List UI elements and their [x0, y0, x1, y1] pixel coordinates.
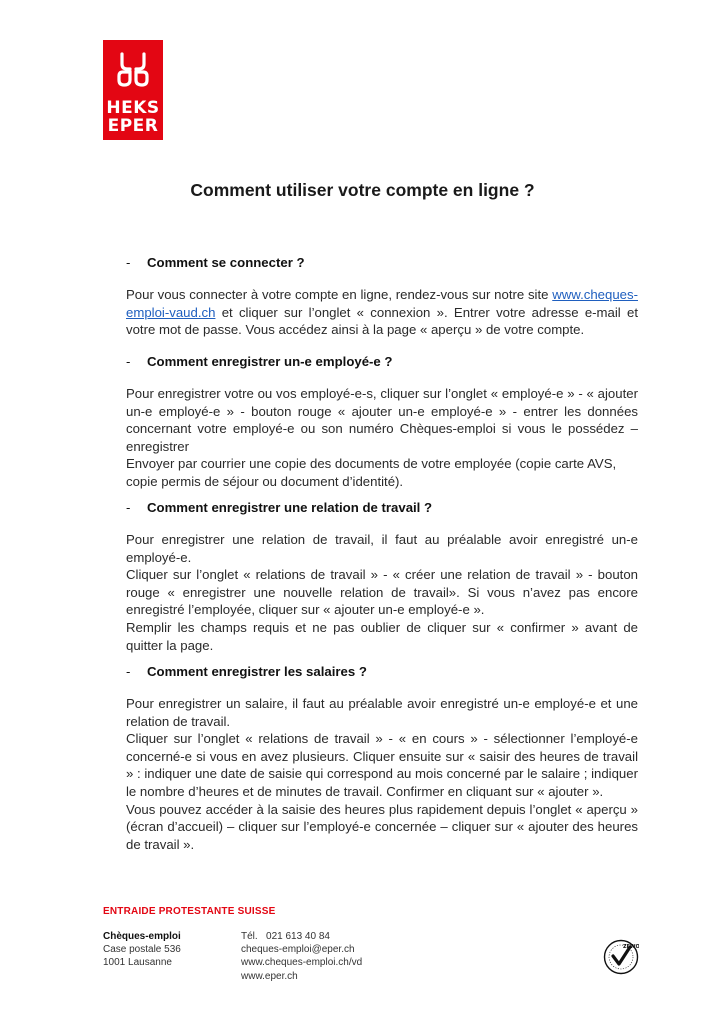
heks-eper-emblem-icon — [103, 40, 163, 100]
section-body — [126, 286, 638, 339]
section-heading — [126, 499, 638, 516]
footer-name: Chèques-emploi — [103, 931, 181, 942]
section-heading — [126, 353, 638, 370]
heading-text: Comment enregistrer les salaires ? — [147, 664, 367, 679]
paragraph: Envoyer par courrier une copie des documents de votre employée (copie carte AVS, copie permis de séjour ou document d’identité). — [126, 456, 617, 489]
website-link[interactable]: www.cheques-emploi-vaud.ch — [126, 287, 638, 320]
heks-eper-logo — [103, 40, 163, 140]
paragraph: Pour enregistrer votre ou vos employé-e-s, cliquer sur l’onglet « employé-e » - « ajouter un-e employé-e » - bouton rouge « ajouter un-e employé-e » - entrer les données concernant votre employé-e ou son numéro Chèques-emploi si vous le possédez – enregistrer — [126, 386, 638, 454]
footer-postbox: Case postale 536 — [103, 944, 181, 956]
section-register-employee — [126, 353, 638, 491]
bullet-dash: - — [126, 500, 131, 515]
footer-address — [103, 930, 181, 970]
footer-city: 1001 Lausanne — [103, 957, 172, 969]
paragraph: Vous pouvez accéder à la saisie des heures plus rapidement depuis l’onglet « aperçu » (écran d’accueil) – cliquer sur l’employé-e concernée – cliquer sur « ajouter des heures de travail ». — [126, 801, 638, 852]
section-connect — [126, 254, 638, 339]
section-salaries — [126, 663, 638, 853]
footer-organization: ENTRAIDE PROTESTANTE SUISSE — [103, 906, 276, 917]
logo-text-eper: EPER — [107, 116, 159, 136]
paragraph — [126, 286, 638, 339]
section-body — [126, 385, 638, 491]
page-title: Comment utiliser votre compte en ligne ? — [190, 180, 535, 200]
zewo-seal-text: ZEWO — [623, 944, 639, 950]
zewo-seal-graphic — [603, 939, 639, 975]
section-body — [126, 531, 638, 654]
paragraph: Remplir les champs requis et ne pas oublier de cliquer sur « confirmer » avant de quitter la page. — [126, 619, 638, 653]
paragraph-text: Pour vous connecter à votre compte en ligne, rendez-vous sur notre site — [126, 287, 553, 302]
section-work-relation — [126, 499, 638, 654]
footer-phone: Tél. 021 613 40 84 — [241, 931, 330, 942]
logo-text-heks: HEKS — [106, 98, 160, 118]
paragraph-text: et cliquer sur l’onglet « connexion ». Entrer votre adresse e-mail et votre mot de passe. Vous accédez ainsi à la page « aperçu » de votre compte. — [126, 304, 638, 338]
footer-contact — [241, 930, 362, 983]
footer-website-eper[interactable]: www.eper.ch — [241, 970, 298, 982]
paragraph: Pour enregistrer un salaire, il faut au préalable avoir enregistré un-e employé-e et une relation de travail. — [126, 696, 638, 729]
paragraph: Cliquer sur l’onglet « relations de travail » - « en cours » - sélectionner l’employé-e concerné-e si vous en avez plusieurs. Cliquer ensuite sur « saisir des heures de travail » : indiquer une date de saisie qui correspond au mois concerné par le salaire ; indiquer le nombre d’heures et de minutes de travail. Confirmer en cliquant sur « ajouter ». — [126, 731, 638, 799]
section-body — [126, 695, 638, 853]
zewo-seal-icon — [603, 939, 639, 975]
paragraph: Pour enregistrer une relation de travail, il faut au préalable avoir enregistré un-e employé-e. — [126, 532, 638, 565]
section-heading — [126, 254, 638, 271]
heading-text: Comment enregistrer une relation de travail ? — [147, 500, 433, 515]
footer-email[interactable]: cheques-emploi@eper.ch — [241, 944, 355, 956]
bullet-dash: - — [126, 255, 131, 270]
section-heading — [126, 663, 638, 680]
bullet-dash: - — [126, 664, 131, 679]
footer-website-vd[interactable]: www.cheques-emploi.ch/vd — [241, 957, 363, 969]
heading-text: Comment enregistrer un-e employé-e ? — [147, 354, 393, 369]
paragraph: Cliquer sur l’onglet « relations de travail » - « créer une relation de travail » - bouton rouge « enregistrer une nouvelle relation de travail». Si vous n’avez pas encore enregistré l’employée, cliquer sur « ajouter un-e employé-e ». — [126, 567, 638, 618]
heading-text: Comment se connecter ? — [147, 255, 305, 270]
bullet-dash: - — [126, 354, 131, 369]
